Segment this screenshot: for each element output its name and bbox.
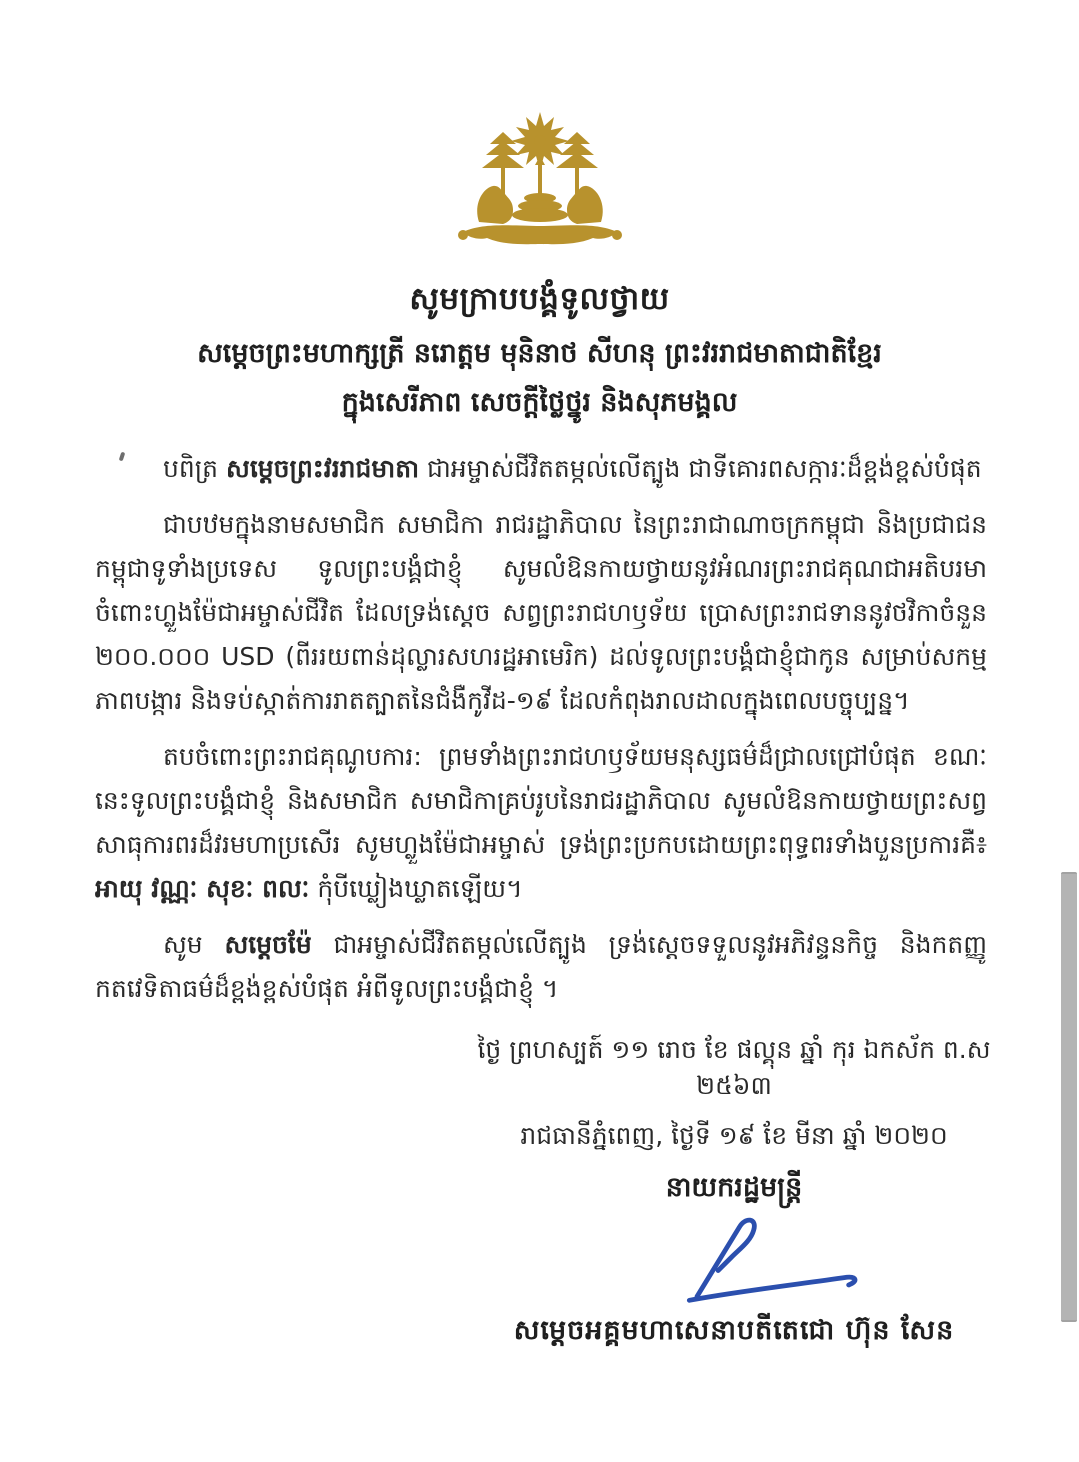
blessing-text-end: កុំបីឃ្លៀងឃ្លាតឡើយ។	[309, 874, 523, 903]
paragraph-donation: ជាបឋមក្នុងនាមសមាជិក សមាជិកា រាជរដ្ឋាភិបាល នៃព្រះរាជាណាចក្រកម្ពុជា និងប្រជាជនកម្ពុជាទូទាំងប្រទេស ទូលព្រះបង្គំជាខ្ញុំ សូមលំឱនកាយថ្វាយនូវអំណរព្រះរាជគុណជាអតិបរមា ចំពោះហ្លួងម៉ែជាអម្ចាស់ជីវិត ដែលទ្រង់ស្តេច សព្វព្រះរាជហឫទ័យ ប្រោសព្រះរាជទាននូវថវិកាចំនួន ២០០.០០០ USD (ពីររយពាន់ដុល្លារសហរដ្ឋអាមេរិក) ដល់ទូលព្រះបង្គំជាខ្ញុំជាកូន សម្រាប់សកម្មភាពបង្ការ និងទប់ស្កាត់ការរាតត្បាតនៃជំងឺកូវីដ-១៩ ដែលកំពុងរាលដាលក្នុងពេលបច្ចុប្បន្ន។	[95, 510, 987, 715]
signature-container	[449, 1212, 1019, 1312]
signer-title: នាយករដ្ឋមន្ត្រី	[665, 1172, 803, 1203]
gregorian-date-line: រាជធានីភ្នំពេញ, ថ្ងៃទី ១៩ ខែ មីនា ឆ្នាំ ២០២០	[520, 1121, 948, 1150]
salutation-line	[95, 447, 987, 491]
signer-name: សម្តេចអគ្គមហាសេនាបតីតេជោ ហ៊ុន សែន	[513, 1315, 955, 1346]
letter-title-line3: ក្នុងសេរីភាព សេចក្តីថ្លៃថ្នូរ និងសុភមង្គល	[341, 387, 738, 418]
gratitude-suffix: ជាអម្ចាស់ជីវិតតម្កល់លើត្បូង ទ្រង់ស្តេចទទួលនូវអភិវន្ទនកិច្ច និងកតញ្ញូ កតវេទិតាធម៌ដ៏ខ្ពង់ខ្ពស់បំផុត អំពីទូលព្រះបង្គំជាខ្ញុំ ។	[95, 930, 987, 1003]
salutation-royal-title: សម្តេចព្រះវររាជមាតា	[226, 454, 420, 483]
vertical-scrollbar-thumb[interactable]	[1061, 872, 1077, 1322]
salutation-suffix: ជាអម្ចាស់ជីវិតតម្កល់លើត្បូង ជាទីគោរពសក្ការៈដ៏ខ្ពង់ខ្ពស់បំផុត	[419, 454, 982, 483]
blessing-text-start: តបចំពោះព្រះរាជគុណូបការ: ព្រមទាំងព្រះរាជហឫទ័យមនុស្សធម៌ដ៏ជ្រាលជ្រៅបំផុត ខណៈនេះទូលព្រះបង្គំជាខ្ញុំ និងសមាជិក សមាជិកាគ្រប់រូបនៃរាជរដ្ឋាភិបាល សូមលំឱនកាយថ្វាយព្រះសព្វសាធុការពរដ៏វរមហាប្រសើរ សូមហ្លួងម៉ែជាអម្ចាស់ ទ្រង់ព្រះប្រកបដោយព្រះពុទ្ធពរទាំងបួនប្រការគឺ៖	[95, 742, 987, 859]
paragraph-blessing	[95, 735, 987, 911]
royal-arms-emblem-icon	[445, 112, 635, 246]
letter-title-line2: សម្តេចព្រះមហាក្សត្រី នរោត្តម មុនិនាថ សីហនុ ព្រះវររាជមាតាជាតិខ្មែរ	[197, 338, 882, 369]
salutation-prefix: បពិត្រ	[163, 454, 227, 483]
letter-body	[95, 447, 987, 1011]
letter-title-line1: សូមក្រាបបង្គំទូលថ្វាយ	[409, 281, 670, 317]
gratitude-queen-mother: សម្តេចម៉ែ	[224, 930, 312, 959]
hun-sen-signature	[664, 1212, 874, 1308]
lunar-date-line: ថ្ងៃ ព្រហស្បត៍ ១១ រោច ខែ ផល្គុន ឆ្នាំ កុរ ឯកស័ក ព.ស ២៥៦៣	[477, 1035, 991, 1100]
gratitude-prefix: សូម	[163, 930, 225, 959]
letter-footer	[449, 1035, 1019, 1353]
paragraph-gratitude	[95, 923, 987, 1011]
blessing-four-gifts: អាយុ វណ្ណៈ សុខៈ ពលៈ	[95, 874, 310, 903]
emblem-container	[0, 0, 1079, 246]
